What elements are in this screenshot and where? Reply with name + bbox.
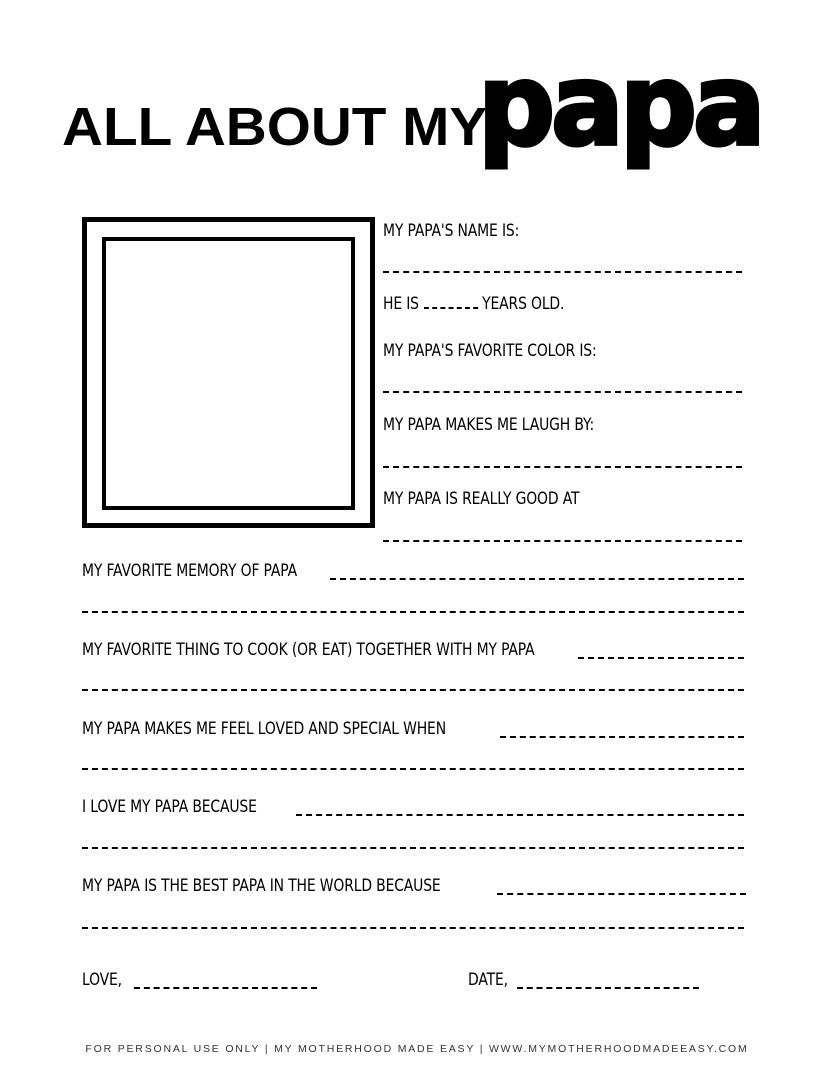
- answer-line-love-because-1[interactable]: [296, 814, 744, 816]
- date-label: DATE,: [468, 970, 508, 990]
- answer-line-date[interactable]: [517, 987, 699, 989]
- prompt-loved-special: MY PAPA MAKES ME FEEL LOVED AND SPECIAL WHEN: [82, 719, 446, 739]
- prompt-favorite-color: MY PAPA'S FAVORITE COLOR IS:: [383, 341, 597, 361]
- title-prefix: ALL ABOUT MY: [62, 97, 488, 157]
- love-label: LOVE,: [82, 970, 122, 990]
- prompt-age: [383, 294, 564, 314]
- answer-line-favorite-memory-2[interactable]: [82, 611, 744, 613]
- prompt-age-prefix: HE IS: [383, 294, 419, 314]
- answer-line-cook-together-2[interactable]: [82, 689, 744, 691]
- answer-line-best-papa-2[interactable]: [82, 927, 744, 929]
- answer-line-favorite-memory-1[interactable]: [330, 578, 744, 580]
- title-emphasis: papa: [478, 41, 762, 171]
- answer-line-loved-special-2[interactable]: [82, 768, 744, 770]
- answer-line-laugh[interactable]: [383, 466, 742, 468]
- answer-line-love-name[interactable]: [134, 987, 317, 989]
- prompt-laugh: MY PAPA MAKES ME LAUGH BY:: [383, 415, 595, 435]
- prompt-love-because: I LOVE MY PAPA BECAUSE: [82, 797, 257, 817]
- footer-credit: FOR PERSONAL USE ONLY | MY MOTHERHOOD MADE EASY | WWW.MYMOTHERHOODMADEEASY.COM: [85, 1043, 749, 1055]
- answer-line-loved-special-1[interactable]: [500, 736, 744, 738]
- answer-line-good-at[interactable]: [383, 540, 742, 542]
- answer-line-papa-name[interactable]: [383, 271, 742, 273]
- prompt-papa-name: MY PAPA'S NAME IS:: [383, 221, 520, 241]
- prompt-favorite-memory: MY FAVORITE MEMORY OF PAPA: [82, 561, 298, 581]
- answer-line-best-papa-1[interactable]: [497, 893, 746, 895]
- answer-blank-age[interactable]: [424, 307, 478, 309]
- answer-line-cook-together-1[interactable]: [578, 657, 744, 659]
- prompt-good-at: MY PAPA IS REALLY GOOD AT: [383, 489, 580, 509]
- prompt-best-papa: MY PAPA IS THE BEST PAPA IN THE WORLD BECAUSE: [82, 876, 441, 896]
- answer-line-favorite-color[interactable]: [383, 391, 742, 393]
- answer-line-love-because-2[interactable]: [82, 847, 744, 849]
- prompt-cook-together: MY FAVORITE THING TO COOK (OR EAT) TOGETHER WITH MY PAPA: [82, 640, 535, 660]
- photo-frame-inner[interactable]: [102, 237, 355, 510]
- prompt-age-suffix: YEARS OLD.: [482, 294, 565, 314]
